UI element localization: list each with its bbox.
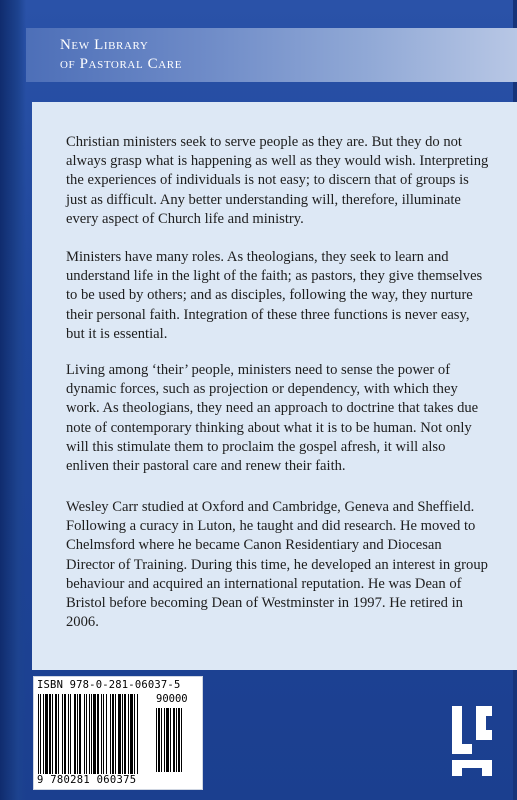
blurb-paragraph-2: Ministers have many roles. As theologians, they seek to learn and understand life in the light of the faith; as pastors, they give themselves to be used by others; and as disciples, following the way, they nurture their personal faith. Integration of these three functions is never easy, but it is essential. (66, 249, 483, 342)
barcode-number: 9 780281 060375 (37, 774, 137, 786)
blurb-paragraph-3: Living among ‘their’ people, ministers need to sense the power of dynamic forces, such as projection or dependency, with which they work. As theologians, they need an approach to doctrine that takes due note of contemporary thinking about what it is to be human. Not only will this stimulate them to proclaim the gospel afresh, it will also enliven their pastoral care and renew their faith. (66, 362, 479, 475)
barcode-bars (38, 694, 152, 774)
isbn-text: ISBN 978-0-281-06037-5 (37, 679, 181, 691)
spine-shadow (0, 0, 26, 800)
addon-barcode-bars (156, 708, 198, 772)
blurb-paragraph-1: Christian ministers seek to serve people as they are. But they do not always grasp what is happening as well as they would wish. Interpreting the experiences of individuals is not easy; to discern that of groups is just as difficult. Any better understanding will, therefore, illuminate every aspect of Church life and ministry. (66, 134, 489, 227)
series-title-line1: New Library (60, 37, 149, 53)
series-title (60, 36, 182, 74)
series-title-line2: of Pastoral Care (60, 56, 183, 72)
spck-logo-icon (450, 700, 494, 780)
price-code: 90000 (156, 693, 188, 705)
author-bio: Wesley Carr studied at Oxford and Cambridge, Geneva and Sheffield. Following a curacy in Luton, he taught and did research. He moved to Chelmsford where he became Canon Residentiary and Diocesan Director of Training. During this time, he developed an interest in group behaviour and acquired an international reputation. He was Dean of Bristol before becoming Dean of Westminster in 1997. He retired in 2006. (66, 499, 488, 631)
series-banner (26, 28, 517, 82)
barcode (33, 676, 203, 790)
blurb-panel (32, 102, 517, 670)
